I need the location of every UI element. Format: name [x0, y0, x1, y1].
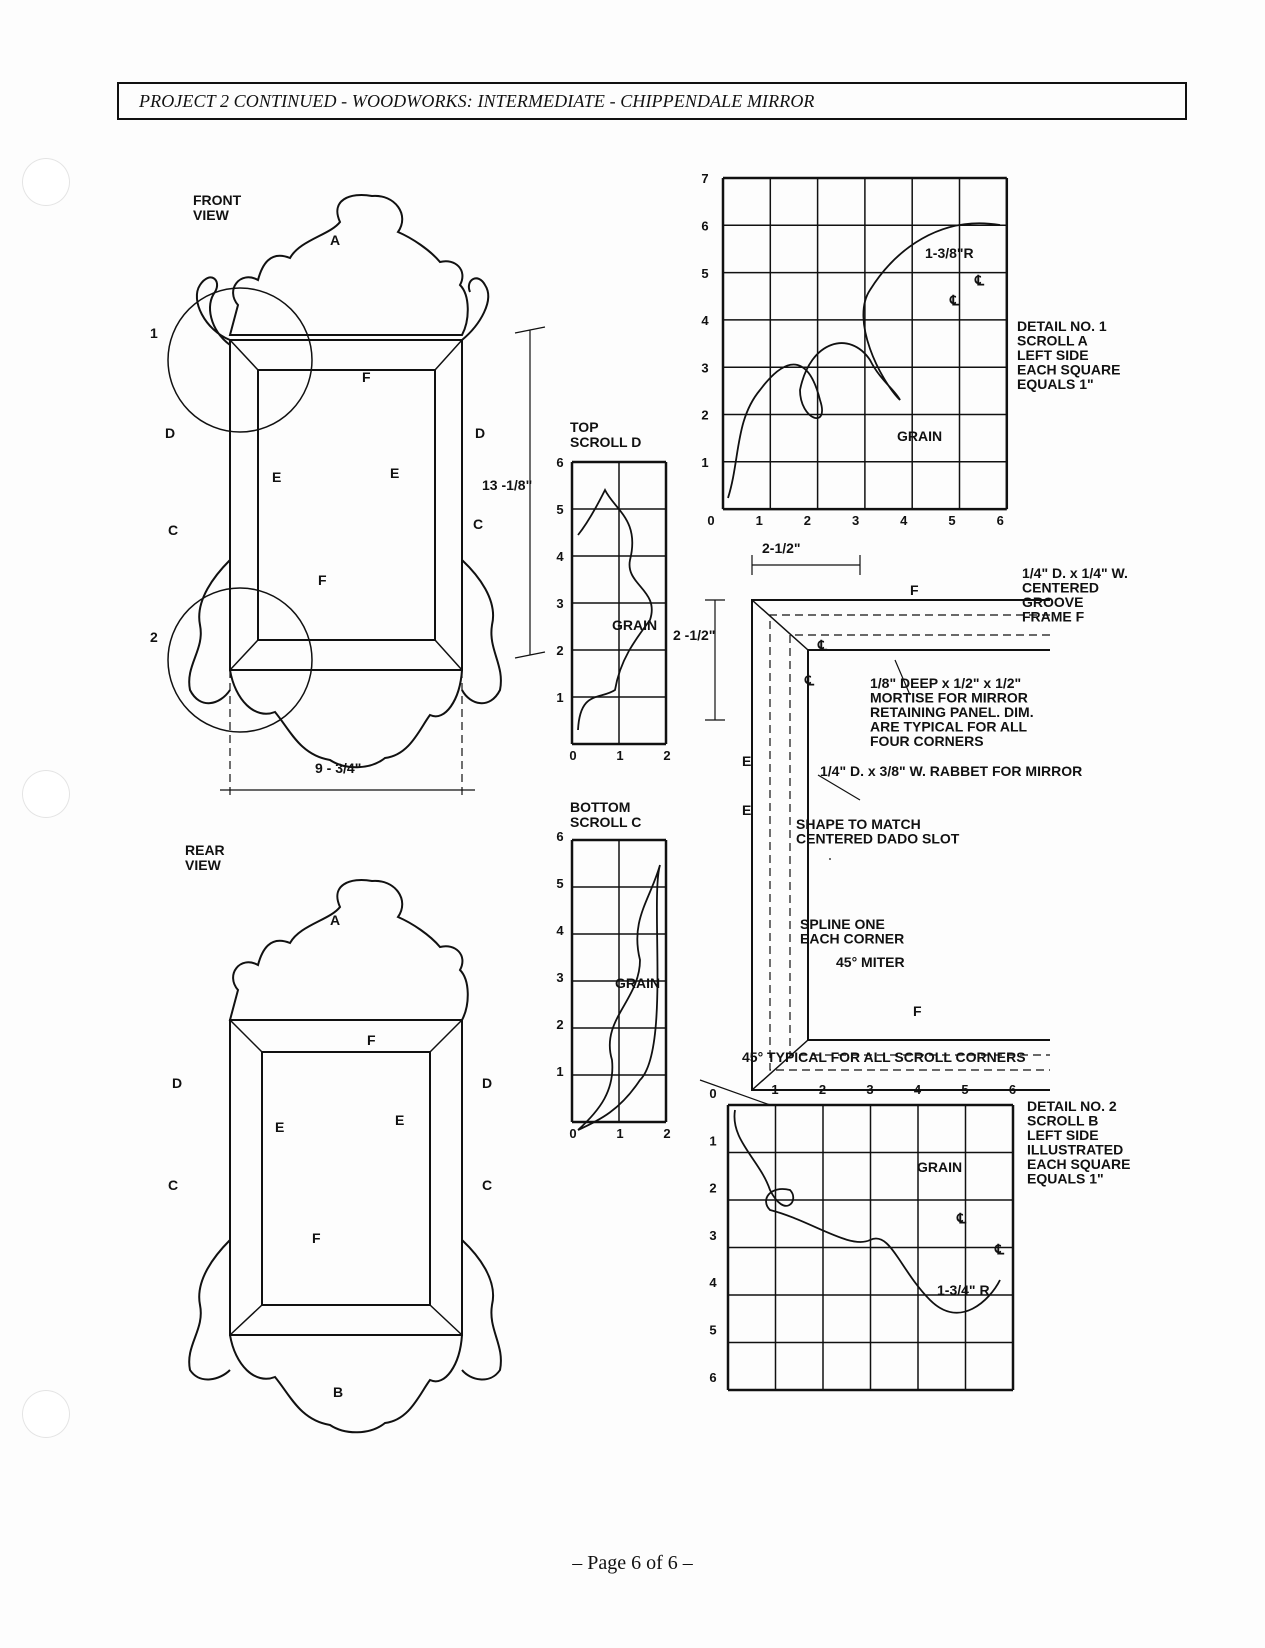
detail-1-caption: SCROLL A: [1017, 332, 1088, 349]
mortise-note: MORTISE FOR MIRROR: [870, 689, 1028, 706]
part-c-label: C: [168, 522, 179, 538]
detail-1-grain: GRAIN: [897, 428, 943, 444]
part-f-label: F: [318, 572, 327, 588]
detail-2-x-tick: 6: [1008, 1082, 1017, 1097]
detail-1-caption: DETAIL NO. 1: [1017, 318, 1107, 334]
groove-note: GROOVE: [1022, 594, 1084, 610]
detail-2-caption: DETAIL NO. 2: [1027, 1098, 1117, 1114]
detail-1-x-tick: 5: [948, 513, 956, 528]
part-d-label: D: [172, 1075, 183, 1091]
shape-note: SHAPE TO MATCH: [796, 816, 921, 832]
detail-1-radius: 1-3/8"R: [925, 245, 974, 261]
detail-1-y-tick: 4: [701, 313, 709, 329]
top-scroll-x-tick: 0: [569, 748, 577, 763]
detail-1-y-tick: 1: [701, 455, 709, 470]
rabbet-note: 1/4" D. x 3/8" W. RABBET FOR MIRROR: [820, 763, 1083, 779]
detail-2-x-tick: 4: [913, 1082, 922, 1097]
detail-1-caption: EQUALS 1": [1017, 376, 1094, 392]
detail-1-y-tick: 6: [701, 218, 709, 234]
part-d-label: D: [475, 425, 486, 441]
part-e-label: E: [395, 1112, 405, 1128]
page-title: PROJECT 2 CONTINUED - WOODWORKS: INTERMEDIATE - CHIPPENDALE MIRROR: [139, 91, 815, 111]
rear-apron: [230, 1335, 462, 1432]
front-view-label: FRONT: [193, 192, 242, 208]
front-miter: [230, 340, 462, 670]
part-e-label: E: [742, 753, 752, 769]
bottom-scroll-y-tick: 2: [556, 1017, 564, 1032]
top-scroll-title: SCROLL D: [570, 434, 642, 450]
part-e-label: E: [390, 465, 400, 481]
miter-note: 45° MITER: [836, 954, 905, 970]
detail-2-x-tick: 2: [818, 1082, 827, 1097]
detail-1-y-tick: 5: [701, 265, 709, 281]
detail-1-x-tick: 1: [755, 513, 763, 528]
part-f-label: F: [367, 1032, 376, 1048]
bottom-scroll-title: SCROLL C: [570, 814, 642, 830]
circle-1-label: 1: [150, 325, 158, 341]
detail-1-x-tick: 0: [707, 513, 715, 528]
detail-1-x-tick: 3: [851, 513, 860, 528]
bottom-scroll-x-tick: 1: [616, 1126, 624, 1141]
front-ear-right: [462, 278, 488, 340]
part-f-label: F: [362, 369, 371, 385]
mortise-note: ARE TYPICAL FOR ALL: [870, 718, 1028, 735]
bottom-scroll-grain: GRAIN: [615, 975, 661, 991]
top-scroll-y-tick: 3: [556, 596, 564, 611]
width-dimension: 9 - 3/4": [315, 760, 362, 776]
detail-2-caption: ILLUSTRATED: [1027, 1141, 1124, 1158]
rear-scroll-right: [462, 1240, 501, 1379]
bottom-scroll-x-tick: 2: [663, 1126, 671, 1141]
detail-2-y-tick: 5: [709, 1322, 717, 1338]
shape-note: CENTERED DADO SLOT: [796, 830, 960, 847]
front-crest-outline: [230, 195, 468, 335]
centerline-mark: ℄: [957, 1210, 966, 1226]
top-scroll-x-tick: 1: [616, 748, 624, 763]
front-view: [168, 195, 545, 800]
top-scroll-y-tick: 5: [556, 502, 564, 517]
bottom-scroll-title: BOTTOM: [570, 799, 631, 815]
page-footer: – Page 6 of 6 –: [572, 1552, 693, 1574]
circle-2-label: 2: [150, 629, 158, 645]
bottom-scroll-y-tick: 6: [556, 829, 564, 844]
detail-1-x-tick: 2: [803, 513, 812, 528]
typical-note: 45° TYPICAL FOR ALL SCROLL CORNERS: [742, 1049, 1026, 1065]
top-scroll-y-tick: 2: [556, 643, 564, 658]
detail-2-grid: [728, 1105, 1013, 1390]
detail-2-y-tick: 3: [709, 1227, 717, 1243]
part-c-label: C: [168, 1177, 179, 1193]
rear-scroll-left: [189, 1240, 230, 1379]
front-frame-inner: [258, 370, 435, 640]
rear-view-label: VIEW: [185, 857, 221, 873]
detail-1-x-tick: 6: [996, 513, 1004, 528]
detail-1-grid: [723, 178, 1007, 509]
detail-2-y-tick: 4: [709, 1275, 717, 1291]
centerline-mark: ℄: [818, 637, 827, 653]
centerline-mark: ℄: [975, 272, 984, 288]
rear-frame-outer: [230, 1020, 462, 1335]
detail-2-y-tick: 6: [709, 1369, 717, 1385]
detail-1-y-tick: 3: [701, 360, 709, 376]
detail-1-y-tick: 2: [701, 407, 709, 423]
bottom-scroll-y-tick: 4: [556, 923, 564, 938]
part-e-label: E: [272, 469, 282, 485]
front-detail-circle-1: [168, 288, 312, 432]
front-apron: [230, 670, 462, 767]
bottom-scroll-y-tick: 5: [556, 876, 564, 891]
corner-dim-top: 2-1/2": [762, 540, 801, 556]
groove-note: CENTERED: [1022, 579, 1100, 596]
front-frame-outer: [230, 340, 462, 670]
part-c-label: C: [482, 1177, 493, 1193]
rear-view: [189, 880, 501, 1432]
top-scroll-title: TOP: [570, 419, 599, 435]
part-a-label: A: [330, 912, 341, 928]
top-scroll-dim: 2 -1/2": [673, 627, 716, 643]
detail-1-caption: LEFT SIDE: [1017, 347, 1089, 363]
mortise-note: RETAINING PANEL. DIM.: [870, 704, 1034, 720]
rear-crest-outline: [230, 880, 468, 1020]
part-f-label: F: [913, 1003, 922, 1019]
part-d-label: D: [482, 1075, 493, 1091]
part-f-label: F: [312, 1230, 321, 1246]
bottom-scroll-y-tick: 3: [556, 970, 564, 985]
top-scroll-y-tick: 4: [556, 549, 564, 564]
part-c-label: C: [473, 516, 484, 532]
front-ear-left: [197, 277, 230, 345]
part-e-label: E: [742, 802, 752, 818]
centerline-mark: ℄: [995, 1241, 1004, 1257]
detail-2-x-tick: 3: [866, 1082, 874, 1097]
top-scroll-curve: [578, 490, 652, 730]
height-dimension: 13 -1/8": [482, 477, 533, 493]
mortise-note: FOUR CORNERS: [870, 733, 984, 749]
detail-2-caption: LEFT SIDE: [1027, 1127, 1099, 1143]
part-e-label: E: [275, 1119, 285, 1135]
detail-2-y-tick: 2: [709, 1180, 717, 1196]
part-b-label: B: [333, 1384, 344, 1400]
detail-2-y-tick: 1: [709, 1133, 717, 1149]
detail-2-grain: GRAIN: [917, 1159, 963, 1175]
spline-note: SPLINE ONE: [800, 916, 885, 932]
front-scroll-left: [189, 560, 230, 703]
bottom-scroll-y-tick: 1: [556, 1064, 564, 1079]
detail-2-y-tick: 0: [709, 1086, 717, 1101]
groove-note: FRAME F: [1022, 608, 1085, 625]
centerline-mark: ℄: [805, 672, 814, 688]
detail-2-x-tick: 5: [961, 1082, 969, 1097]
rear-frame-inner: [262, 1052, 430, 1305]
detail-1-y-tick: 7: [701, 171, 709, 187]
front-view-label: VIEW: [193, 207, 229, 223]
part-d-label: D: [165, 425, 176, 441]
detail-1-x-tick: 4: [900, 513, 908, 528]
front-scroll-right: [462, 560, 501, 703]
rear-view-label: REAR: [185, 842, 225, 858]
bottom-scroll-x-tick: 0: [569, 1126, 577, 1141]
spline-note: EACH CORNER: [800, 930, 905, 947]
top-scroll-y-tick: 1: [556, 690, 564, 705]
top-scroll-x-tick: 2: [663, 748, 671, 763]
part-a-label: A: [330, 232, 341, 248]
detail-2-caption: EACH SQUARE: [1027, 1156, 1131, 1172]
detail-2-radius: 1-3/4" R: [937, 1282, 990, 1298]
mortise-note: 1/8" DEEP x 1/2" x 1/2": [870, 675, 1022, 691]
groove-note: 1/4" D. x 1/4" W.: [1022, 565, 1128, 581]
detail-2-caption: SCROLL B: [1027, 1112, 1099, 1129]
detail-2-caption: EQUALS 1": [1027, 1170, 1104, 1187]
detail-1-caption: EACH SQUARE: [1017, 361, 1121, 378]
top-scroll-y-tick: 6: [556, 455, 564, 470]
top-scroll-grain: GRAIN: [612, 617, 658, 633]
part-f-label: F: [910, 582, 919, 598]
centerline-mark: ℄: [950, 292, 959, 308]
detail-2-x-tick: 1: [771, 1082, 779, 1097]
